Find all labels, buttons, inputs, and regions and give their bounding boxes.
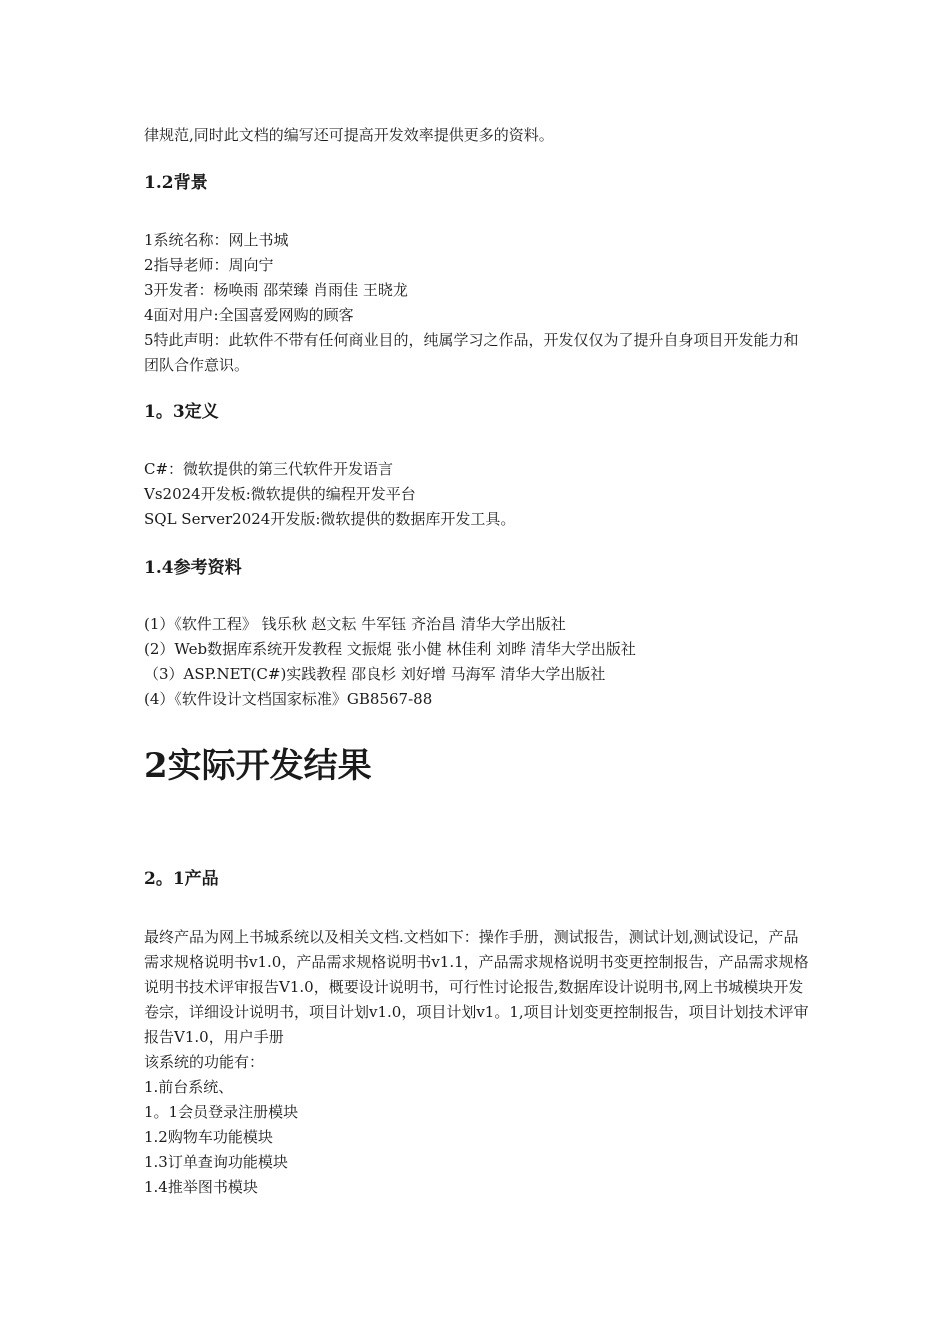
function-line: 1.2购物车功能模块 <box>144 1128 273 1146</box>
section-heading-product: 2。1产品 <box>144 869 219 889</box>
function-line: 1.4推举图书模块 <box>144 1178 258 1196</box>
section-heading-references: 1.4参考资料 <box>144 558 242 578</box>
reference-line: (1）《软件工程》 钱乐秋 赵文耘 牛军钰 齐治昌 清华大学出版社 <box>144 615 566 633</box>
section-heading-background: 1.2背景 <box>144 173 208 193</box>
intro-tail-text: 律规范,同时此文档的编写还可提高开发效率提供更多的资料。 <box>144 126 554 144</box>
background-line: 2指导老师：周向宁 <box>144 256 274 274</box>
references-list <box>144 612 636 712</box>
definition-line: Vs2024开发板:微软提供的编程开发平台 <box>144 485 416 503</box>
background-line: 4面对用户:全国喜爱网购的顾客 <box>144 306 354 324</box>
function-line: 1.3订单查询功能模块 <box>144 1153 288 1171</box>
section-heading-definitions: 1。3定义 <box>144 402 219 422</box>
function-line: 1.前台系统、 <box>144 1078 234 1096</box>
definitions-list <box>144 457 515 532</box>
reference-line: (4）《软件设计文档国家标准》GB8567-88 <box>144 690 433 708</box>
chapter-heading: 2实际开发结果 <box>144 746 372 786</box>
background-line: 3开发者：杨唤雨 邵荣臻 肖雨佳 王晓龙 <box>144 281 408 299</box>
background-list <box>144 228 814 378</box>
background-line: 1系统名称：网上书城 <box>144 231 289 249</box>
reference-line: (2）Web数据库系统开发教程 文振焜 张小健 林佳利 刘晔 清华大学出版社 <box>144 640 636 658</box>
reference-line: （3）ASP.NET(C#)实践教程 邵良杉 刘好增 马海军 清华大学出版社 <box>144 665 606 683</box>
definition-line: SQL Server2024开发版:微软提供的数据库开发工具。 <box>144 510 516 528</box>
function-line: 1。1会员登录注册模块 <box>144 1103 299 1121</box>
product-paragraph: 最终产品为网上书城系统以及相关文档.文档如下：操作手册，测试报告，测试计划,测试设记，产品需求规格说明书v1.0，产品需求规格说明书v1.1，产品需求规格说明书变更控制报告，产品需求规格说明书技术评审报告V1.0，概要设计说明书，可行性讨论报告,数据库设计说明书,网上书城模块开发卷宗，详细设计说明书，项目计划v1.0，项目计划v1。1,项目计划变更控制报告，项目计划技术评审报告V1.0，用户手册 <box>144 928 809 1046</box>
definition-line: C#：微软提供的第三代软件开发语言 <box>144 460 394 478</box>
product-body <box>144 925 814 1200</box>
function-line: 该系统的功能有： <box>144 1053 265 1071</box>
background-statement: 5特此声明：此软件不带有任何商业目的，纯属学习之作品，开发仅仅为了提升自身项目开发能力和团队合作意识。 <box>144 331 799 374</box>
